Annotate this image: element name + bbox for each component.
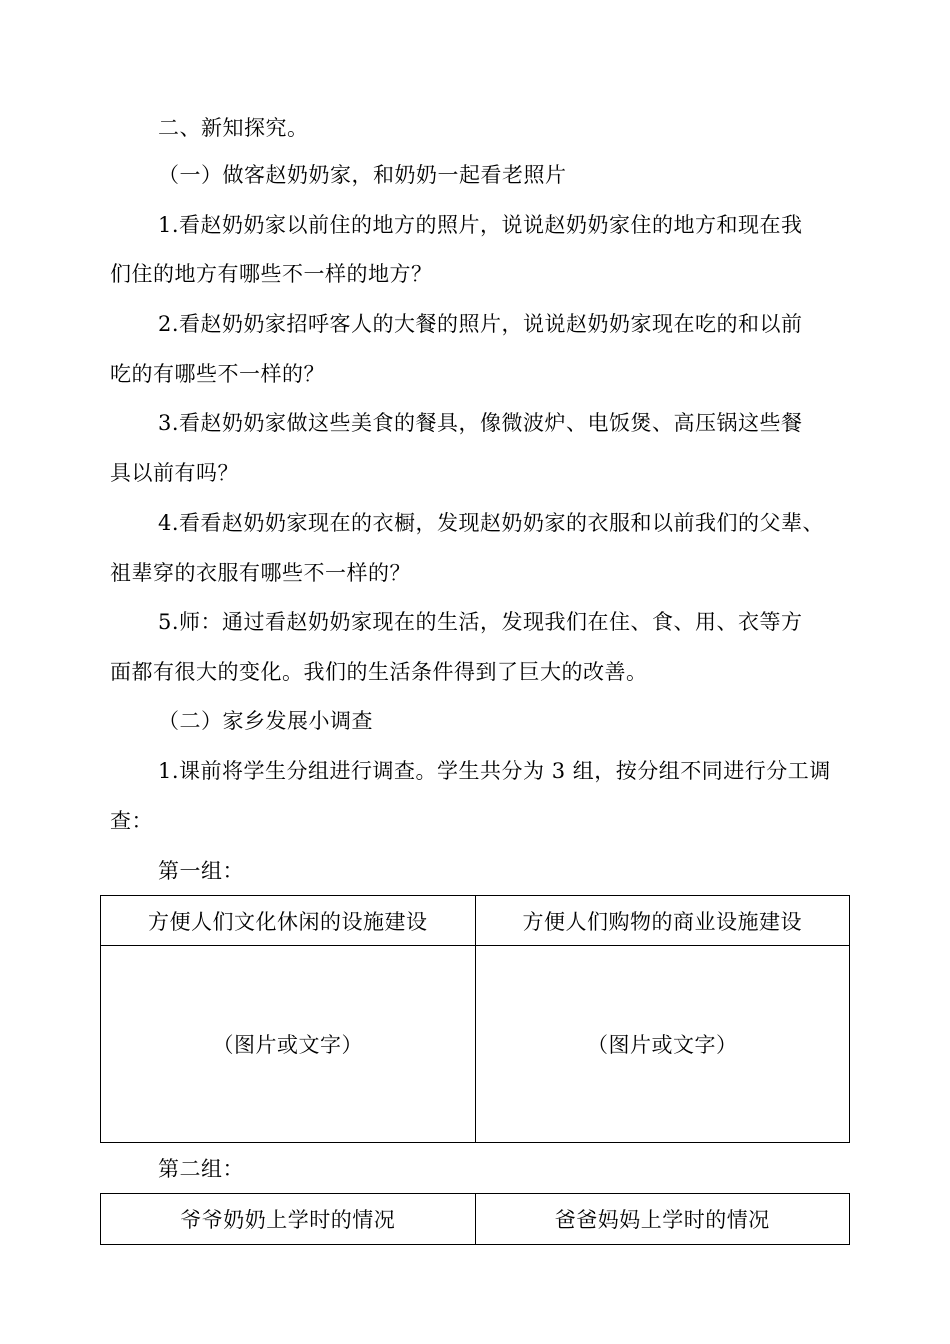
table-header-cell: 方便人们文化休闲的设施建设 <box>101 896 476 946</box>
part2-heading: （二）家乡发展小调查 <box>158 709 373 733</box>
table-header-cell: 方便人们购物的商业设施建设 <box>475 896 850 946</box>
paragraph-line: 3.看赵奶奶家做这些美食的餐具，像微波炉、电饭煲、高压锅这些餐 <box>158 411 803 435</box>
paragraph-line: 1.看赵奶奶家以前住的地方的照片，说说赵奶奶家住的地方和现在我 <box>158 213 803 237</box>
paragraph-line: 吃的有哪些不一样的？ <box>110 362 325 386</box>
paragraph-line: 祖辈穿的衣服有哪些不一样的？ <box>110 561 411 585</box>
table-header-row <box>101 1194 850 1245</box>
paragraph-line: 4.看看赵奶奶家现在的衣橱，发现赵奶奶家的衣服和以前我们的父辈、 <box>158 511 825 535</box>
part1-heading: （一）做客赵奶奶家，和奶奶一起看老照片 <box>158 163 567 187</box>
table-cell: （图片或文字） <box>475 946 850 1143</box>
paragraph-line: 具以前有吗？ <box>110 461 239 485</box>
paragraph-line: 们住的地方有哪些不一样的地方？ <box>110 262 433 286</box>
group1-label: 第一组： <box>158 859 244 883</box>
paragraph-line: 5.师：通过看赵奶奶家现在的生活，发现我们在住、食、用、衣等方 <box>158 610 803 634</box>
paragraph-line: 面都有很大的变化。我们的生活条件得到了巨大的改善。 <box>110 660 648 684</box>
group1-table <box>100 895 850 1143</box>
table-cell: （图片或文字） <box>101 946 476 1143</box>
table-header-cell: 爸爸妈妈上学时的情况 <box>475 1194 850 1245</box>
table-header-cell: 爷爷奶奶上学时的情况 <box>101 1194 476 1245</box>
group2-table <box>100 1193 850 1245</box>
table-header-row <box>101 896 850 946</box>
section-title: 二、新知探究。 <box>158 116 309 140</box>
paragraph-line: 查： <box>110 809 153 833</box>
table-row <box>101 946 850 1143</box>
paragraph-line: 1.课前将学生分组进行调查。学生共分为 3 组，按分组不同进行分工调 <box>158 759 831 783</box>
paragraph-line: 2.看赵奶奶家招呼客人的大餐的照片，说说赵奶奶家现在吃的和以前 <box>158 312 803 336</box>
group2-label: 第二组： <box>158 1157 244 1181</box>
